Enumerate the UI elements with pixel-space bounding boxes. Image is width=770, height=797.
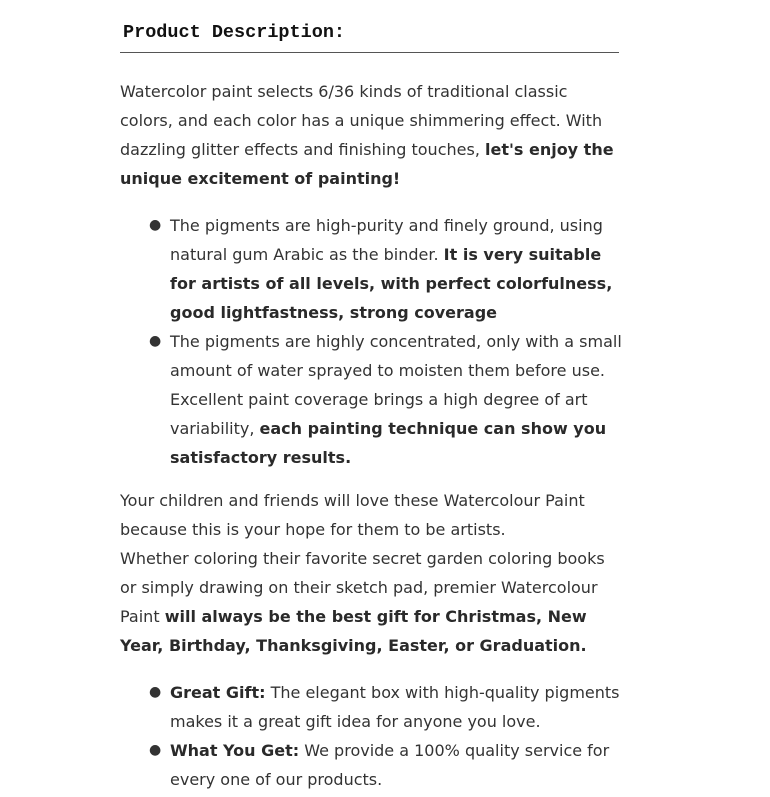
bullet-icon: ●	[149, 684, 162, 700]
benefit-list	[120, 678, 625, 794]
list-item-bold-text: each painting technique can show you satisfactory results.	[170, 419, 607, 467]
list-item	[149, 736, 625, 794]
list-item-bold-text: It is very suitable for artists of all levels, with perfect colorfulness, good lightfastness, strong coverage	[170, 245, 613, 322]
gift-bold-text: will always be the best gift for Christmas, New Year, Birthday, Thanksgiving, Easter, or Graduation.	[120, 607, 587, 655]
intro-paragraph	[120, 77, 625, 193]
list-item	[149, 678, 625, 736]
feature-list	[120, 211, 625, 472]
gift-paragraph	[120, 486, 625, 660]
section-heading: Product Description:	[120, 0, 619, 53]
list-item-label: Great Gift:	[170, 683, 266, 702]
list-item	[149, 327, 625, 472]
list-item-label: What You Get:	[170, 741, 300, 760]
list-item-text: The pigments are highly concentrated, only with a small amount of water sprayed to moisten them before use. Excellent paint coverage brings a high degree of art variability,	[170, 332, 622, 438]
bullet-icon: ●	[149, 333, 162, 349]
product-description-section	[120, 0, 625, 794]
bullet-icon: ●	[149, 742, 162, 758]
list-item-text: We provide a 100% quality service for every one of our products.	[170, 741, 610, 789]
list-item-text: The elegant box with high-quality pigments makes it a great gift idea for anyone you love.	[170, 683, 620, 731]
intro-text: Watercolor paint selects 6/36 kinds of traditional classic colors, and each color has a unique shimmering effect. With dazzling glitter effects and finishing touches,	[120, 82, 603, 159]
intro-bold-text: let's enjoy the unique excitement of painting!	[120, 140, 614, 188]
list-item-text: The pigments are high-purity and finely ground, using natural gum Arabic as the binder.	[170, 216, 603, 264]
bullet-icon: ●	[149, 217, 162, 233]
gift-text-line2: Whether coloring their favorite secret garden coloring books or simply drawing on their sketch pad, premier Watercolour Paint	[120, 549, 605, 626]
list-item	[149, 211, 625, 327]
gift-text-line1: Your children and friends will love these Watercolour Paint because this is your hope for them to be artists.	[120, 491, 585, 539]
